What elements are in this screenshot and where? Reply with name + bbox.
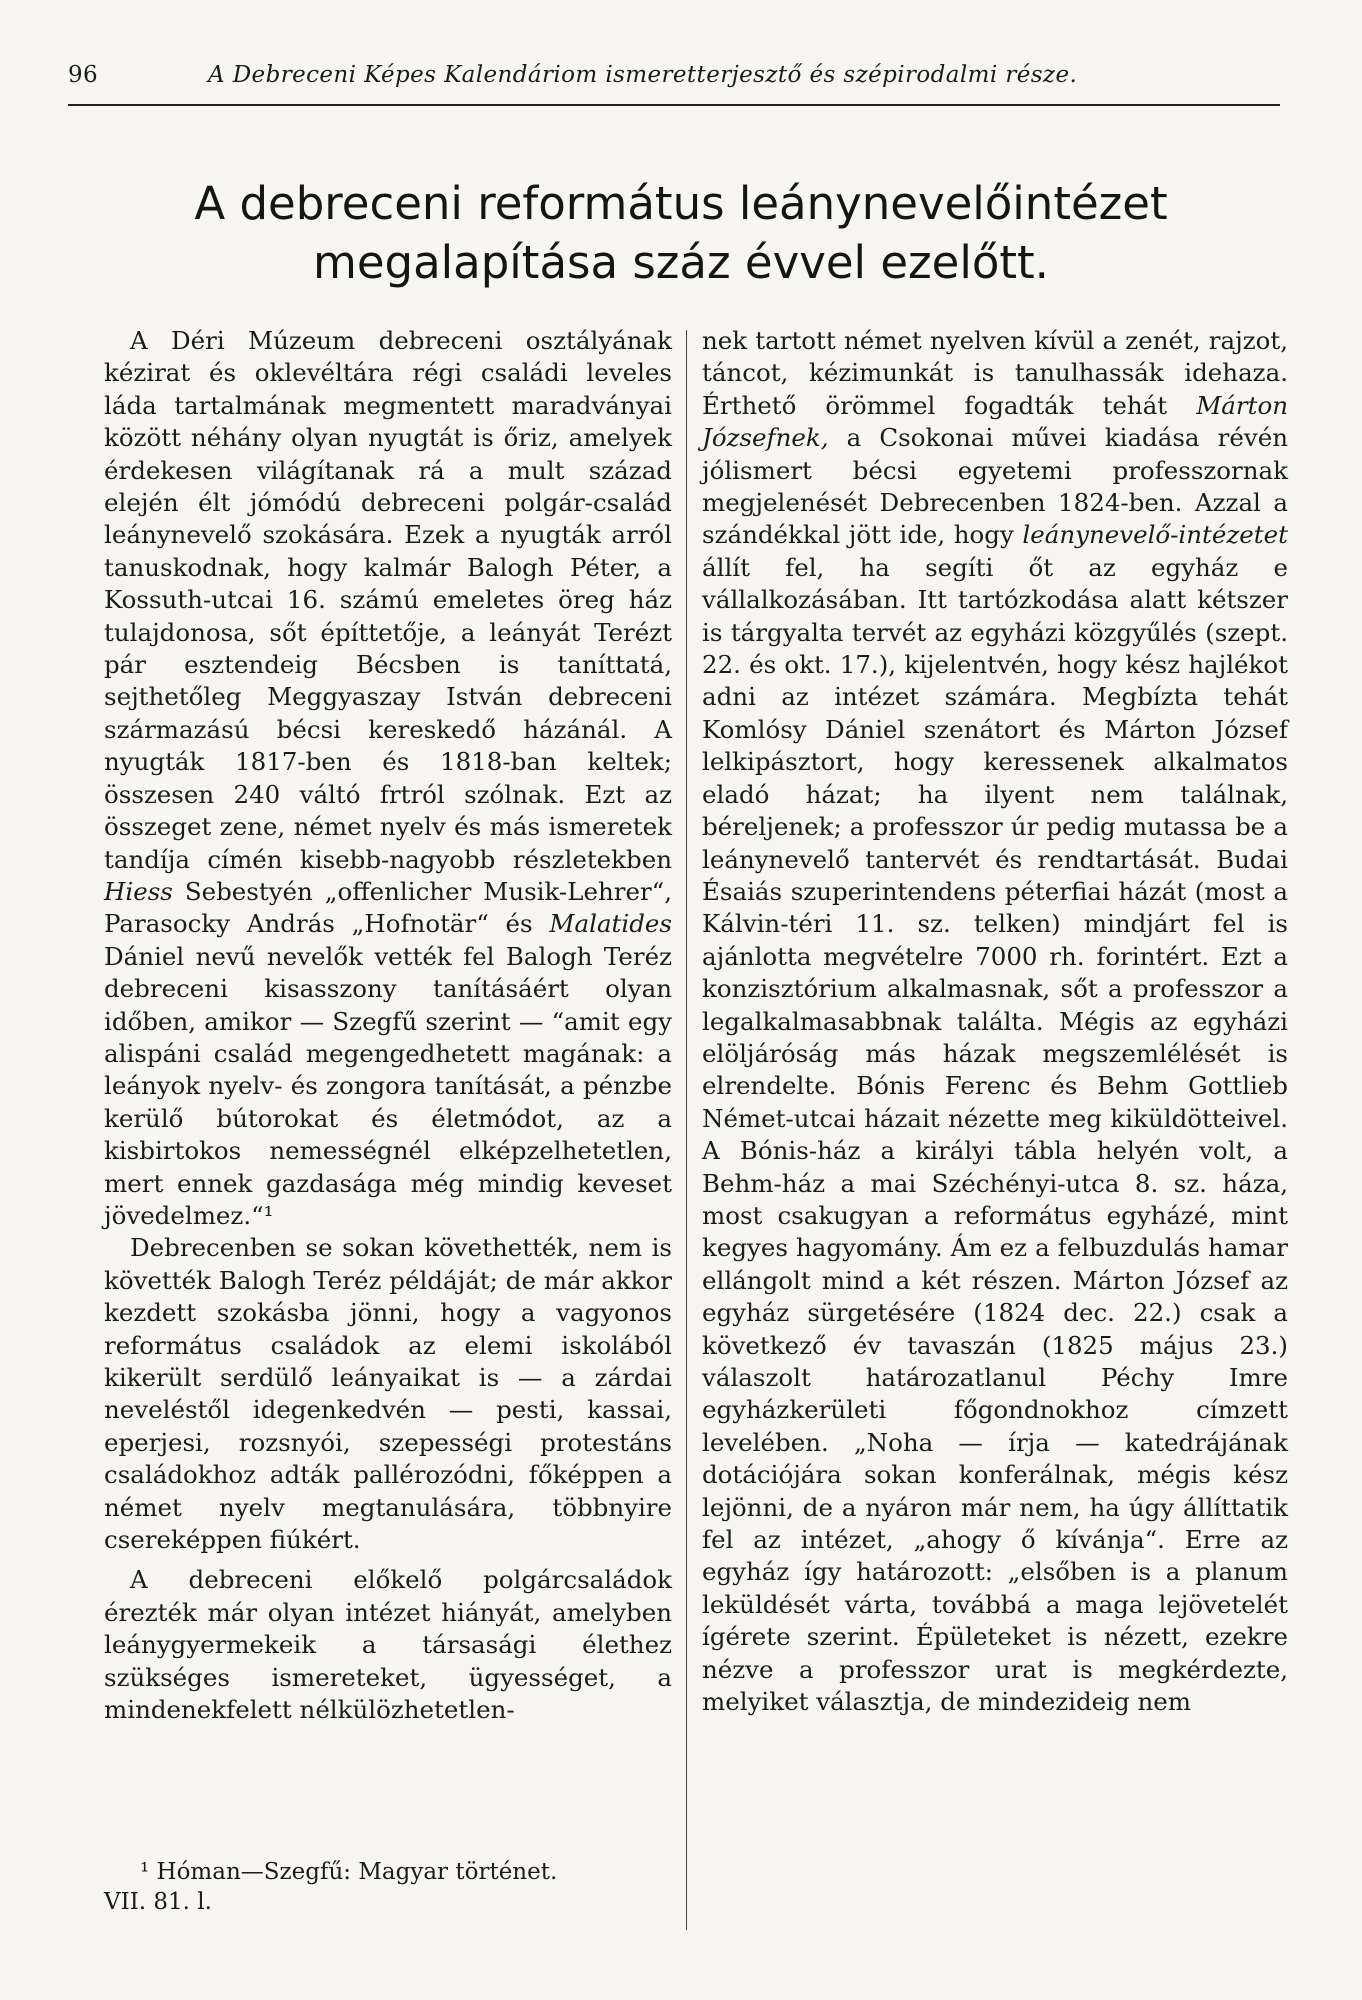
- name-malatides: Malatides: [549, 909, 672, 939]
- paragraph-1: [104, 325, 672, 1232]
- name-hiess: Hiess: [104, 876, 173, 906]
- paragraph-2: Debrecenben se sokan követhették, nem is követték Balogh Teréz példáját; de már akkor kezdett szokásba jönni, hogy a vagyonos református családok az elemi iskolából kikerült serdülő leányaikat is — a zárdai neveléstől idegenkedvén — pesti, kassai, eperjesi, rozsnyói, szepességi protestáns családokhoz adták pallérozódni, főképpen a német nyelv megtanulására, többnyire csereképpen fiúkért.: [104, 1233, 672, 1555]
- article-title: [0, 175, 1362, 292]
- paragraph-1-text-a: A Déri Múzeum debreceni osztályának kézirat és oklevéltára régi családi leveles láda tartalmának megmentett maradványai között néhány olyan nyugtát is őriz, amelyek érdekesen világítanak rá a mult század elején élt jómódú debreceni polgár-család leánynevelő szokására. Ezek a nyugták arról tanuskodnak, hogy kalmár Balogh Péter, a Kossuth-utcai 16. számú emeletes öreg ház tulajdonosa, sőt építtetője, a leányát Terézt pár esztendeig Bécsben is taníttatá, sejthetőleg Meggyaszay István debreceni származású bécsi kereskedő házánál. A nyugták 1817-ben és 1818-ban keltek; összesen 240 váltó frtról szólnak. Ezt az összeget zene, német nyelv és más ismeretek tandíja címén kisebb-nagyobb részletekben: [104, 326, 672, 874]
- header-rule: [68, 104, 1280, 106]
- title-line-1: A debreceni református leánynevelőintézet: [194, 177, 1168, 230]
- footnote-line-1: ¹ Hóman—Szegfű: Magyar történet.: [140, 1859, 558, 1885]
- page-number: 96: [68, 62, 99, 88]
- right-text-b: a Csokonai művei kiadása révén jólismert bécsi egyetemi professzornak megjelenését Debrecenben 1824-ben. Azzal a szándékkal jött ide, hogy: [702, 423, 1288, 550]
- name-marton-jozsef: Márton Józsefnek,: [702, 390, 1288, 453]
- right-paragraph: [702, 325, 1288, 1718]
- column-divider: [686, 330, 687, 1930]
- right-column: [702, 325, 1288, 1718]
- right-text-c: állít fel, ha segíti őt az egyház e vállalkozásában. Itt tartózkodása alatt kétszer is tárgyalta tervét az egyházi közgyűlés (szept. 22. és okt. 17.), kijelentvén, hogy kész hajlékot adni az intézet számára. Megbízta tehát Komlósy Dániel szenátort és Márton József lelkipásztort, hogy keressenek alkalmatos eladó házat; ha ilyent nem találnak, béreljenek; a professzor úr pedig mutassa be a leánynevelő tantervét és rendtartását. Budai Ésaiás szuperintendens péterfiai házát (most a Kálvin-téri 11. sz. telken) mindjárt fel is ajánlotta megvételre 7000 rh. forintért. Ezt a konzisztórium alkalmasnak, sőt a professzor a legalkalmasabbnak találta. Mégis az egyházi elöljáróság más házak megszemlélését is elrendelte. Bónis Ferenc és Behm Gottlieb Német-utcai házait nézette meg kiküldötteivel. A Bónis-ház a királyi tábla helyén volt, a Behm-ház a mai Széchényi-utca 8. sz. háza, most csakugyan a református egyházé, mint kegyes hagyomány. Ám ez a felbuzdulás hamar ellángolt mind a két részen. Márton József az egyház sürgetésére (1824 dec. 22.) csak a következő év tavaszán (1825 május 23.) válaszolt határozatlanul Péchy Imre egyházkerületi főgondnokhoz címzett levelében. „Noha — írja — katedrájának dotációjára sokan konferálnak, mégis kész lejönni, de a nyáron már nem, ha úgy állíttatik fel az intézet, „ahogy ő kívánja“. Erre az egyház így határozott: „elsőben is a planum leküldését várta, továbbá a maga lejövetelét ígérete szerint. Épületeket is nézett, ezekre nézve a professzor urat is megkérdezte, melyiket választja, de mindezideig nem: [702, 552, 1288, 1717]
- paragraph-1-text-c: Dániel nevű nevelők vették fel Balogh Teréz debreceni kisasszony tanításáért olyan időben, amikor — Szegfű szerint — “amit egy alispáni család megengedhetett magának: a leányok nyelv- és zongora tanítását, a pénzbe kerülő bútorokat és életmódot, az a kisbirtokos nemességnél elképzelhetetlen, mert ennek gazdasága még mindig keveset jövedelmez.“¹: [104, 941, 672, 1230]
- paragraph-1-text-b: Sebestyén „offenlicher Musik-Lehrer“, Parasocky András „Hofnotär“ és: [104, 876, 672, 939]
- footnote: [104, 1857, 670, 1917]
- title-line-2: megalapítása száz évvel ezelőtt.: [313, 235, 1049, 289]
- left-column: [104, 325, 672, 1726]
- footnote-line-2: VII. 81. l.: [104, 1889, 212, 1915]
- right-text-a: nek tartott német nyelven kívül a zenét, rajzot, táncot, kézimunkát is tanulhassák idehaza. Érthető örömmel fogadták tehát: [702, 326, 1288, 420]
- term-leanynevelo-intezet: leánynevelő-intézetet: [1022, 520, 1288, 550]
- running-title: A Debreceni Képes Kalendáriom ismeretterjesztő és szépirodalmi része.: [208, 62, 1078, 88]
- paragraph-3: A debreceni előkelő polgárcsaládok érezték már olyan intézet hiányát, amelyben leánygyermekeik a társasági élethez szükséges ismereteket, ügyességet, a mindenekfelett nélkülözhetetlen-: [104, 1565, 672, 1725]
